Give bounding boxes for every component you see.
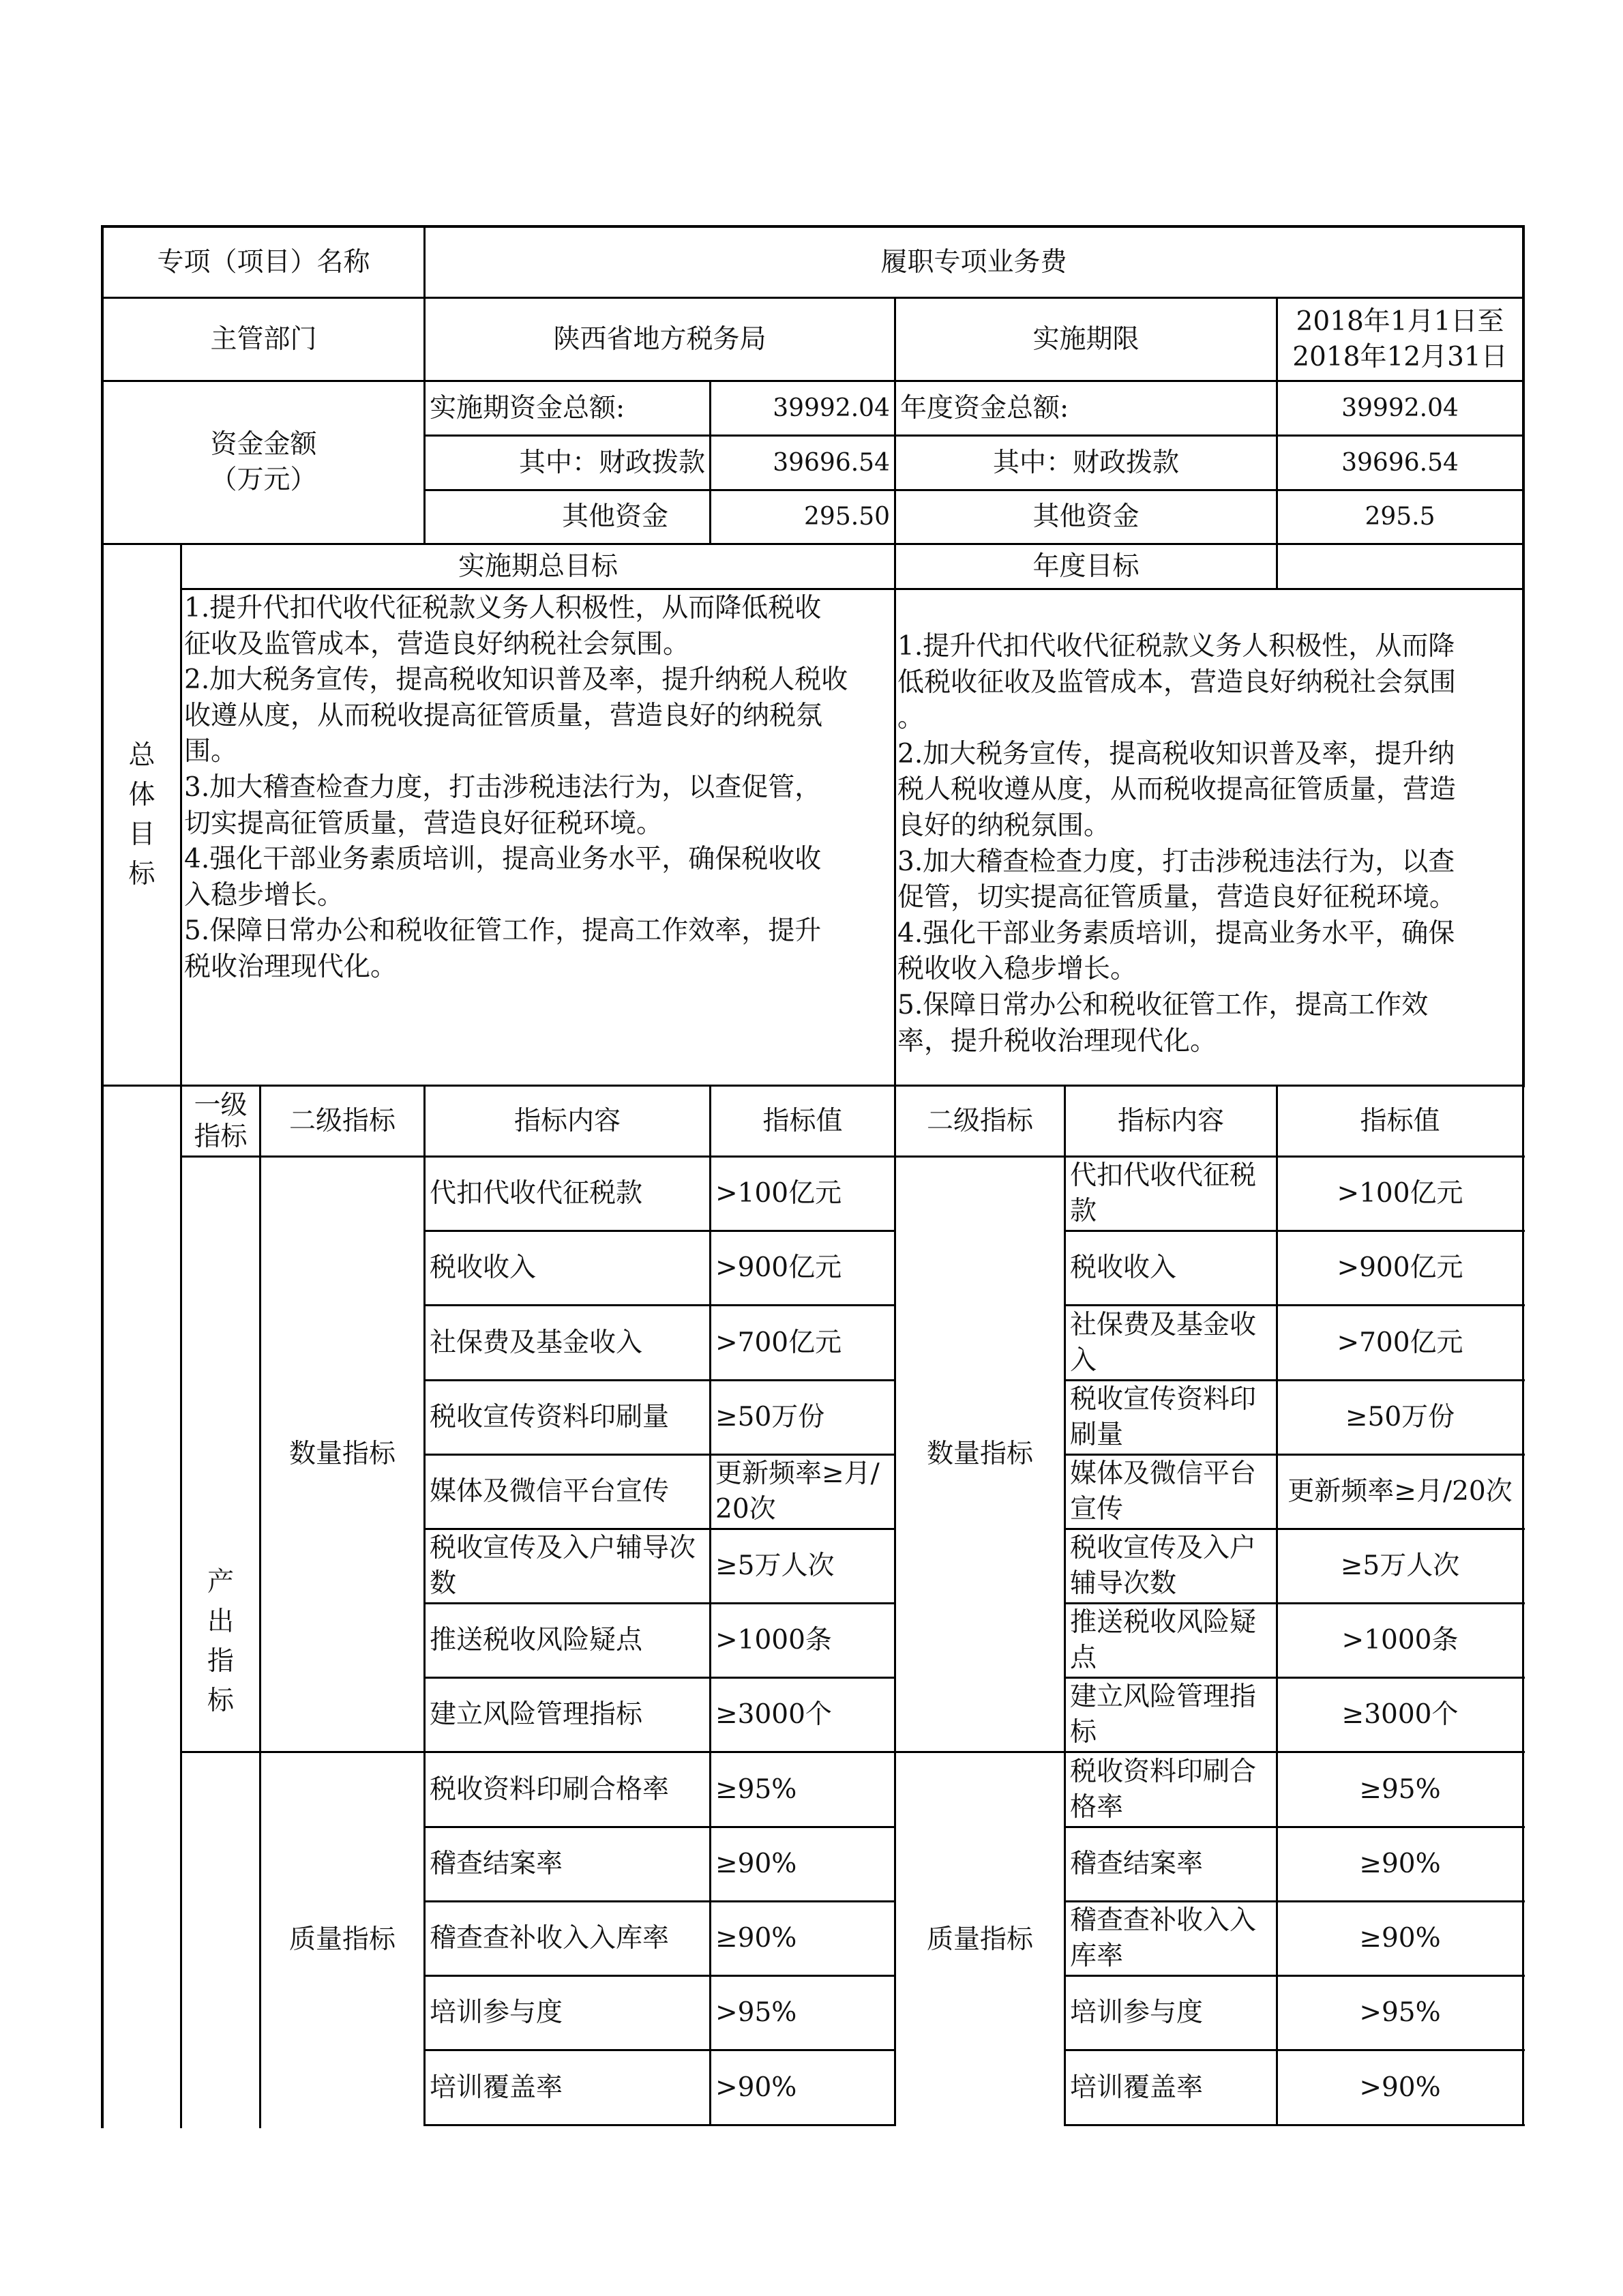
indicator-content: 税收宣传资料印刷量 [430, 1402, 670, 1432]
indicator-content-annual: 建立风险管理指标 [1070, 1681, 1257, 1748]
indicator-content: 税收资料印刷合格率 [430, 1773, 670, 1805]
indicator-content: 培训覆盖率 [430, 2072, 563, 2103]
total-funds-label: 实施期资金总额: [430, 392, 625, 424]
indicator-value-annual: ≥3000个 [1341, 1699, 1459, 1730]
indicator-value-annual: 更新频率≥月/20次 [1287, 1476, 1513, 1507]
indicator-content-annual: 税收宣传资料印刷量 [1070, 1384, 1257, 1450]
indicator-value-annual: ≥90% [1359, 1923, 1441, 1954]
indicator-content-annual: 稽查查补收入入库率 [1070, 1905, 1257, 1971]
quantity-indicator-label: 数量指标 [288, 1439, 396, 1469]
indicator-value: >900亿元 [715, 1252, 842, 1283]
indicator-content-annual: 推送税收风险疑点 [1070, 1607, 1257, 1673]
col-content-annual: 指标内容 [1117, 1105, 1224, 1136]
indicator-value-annual: >700亿元 [1337, 1327, 1463, 1358]
indicator-value: >95% [715, 1997, 797, 2028]
period-label: 实施期限 [1032, 323, 1140, 355]
dept-label: 主管部门 [210, 323, 317, 355]
funds-label [104, 382, 423, 543]
period-value [1278, 299, 1522, 380]
goal-line: 3.加大稽查检查力度，打击涉税违法行为，以查 [897, 846, 1455, 877]
annual-total-funds-value: 39992.04 [1341, 394, 1459, 422]
project-name-label: 专项（项目）名称 [157, 246, 370, 278]
indicator-content-annual: 代扣代收代征税款 [1070, 1160, 1257, 1226]
output-label-char: 标 [207, 1686, 234, 1716]
quality-indicator-label: 质量指标 [288, 1924, 396, 1955]
indicator-content-annual: 税收收入 [1070, 1252, 1177, 1283]
goal-line: 切实提高征管质量，营造良好征税环境。 [184, 808, 664, 839]
period-goal-title: 实施期总目标 [458, 550, 618, 582]
indicator-content-annual: 媒体及微信平台宣传 [1070, 1458, 1257, 1525]
indicator-value: ≥90% [715, 1923, 797, 1954]
indicator-content: 媒体及微信平台宣传 [430, 1476, 670, 1507]
col-level1-line: 指标 [194, 1121, 248, 1152]
col-divider [1522, 1085, 1524, 2126]
col-level1 [182, 1087, 259, 1156]
goal-line: 5.保障日常办公和税收征管工作，提高工作效率，提升 [184, 915, 822, 947]
indicator-value: ≥3000个 [715, 1699, 832, 1730]
goal-line: 2.加大税务宣传，提高税收知识普及率，提升纳税人税收 [184, 664, 848, 696]
indicator-content: 稽查查补收入入库率 [430, 1923, 670, 1954]
row-divider [180, 588, 1525, 590]
row-divider [423, 2124, 894, 2126]
goal-line: 税收治理现代化。 [184, 951, 398, 982]
goal-line: 2.加大税务宣传，提高税收知识普及率，提升纳 [897, 738, 1455, 769]
indicator-content-annual: 培训参与度 [1070, 1997, 1204, 2028]
indicator-value-annual: ≥90% [1359, 1849, 1441, 1879]
indicator-content-annual: 稽查结案率 [1070, 1849, 1204, 1879]
annual-other-funds-label: 其他资金 [1032, 501, 1140, 532]
indicator-value: >700亿元 [715, 1327, 842, 1358]
goal-line: 征收及监管成本，营造良好纳税社会氛围。 [184, 628, 690, 660]
indicator-value-annual: ≥50万份 [1345, 1402, 1455, 1432]
fiscal-funds-value: 39696.54 [773, 448, 890, 477]
goal-line: 低税收征收及监管成本，营造良好纳税社会氛围 [897, 666, 1457, 698]
other-funds-label: 其他资金 [561, 501, 668, 532]
indicator-value-annual: ≥5万人次 [1340, 1550, 1460, 1581]
goal-line: 收遵从度，从而税收提高征管质量，营造良好的纳税氛 [184, 700, 823, 731]
indicator-value-annual: >100亿元 [1337, 1178, 1463, 1209]
overall-goal-label [104, 545, 180, 1085]
goal-line: 税人税收遵从度，从而税收提高征管质量，营造 [897, 774, 1457, 806]
indicator-value: ≥95% [715, 1773, 797, 1805]
indicator-content: 税收宣传及入户辅导次数 [430, 1533, 696, 1599]
col-value: 指标值 [762, 1105, 843, 1136]
indicator-value-annual: ≥95% [1359, 1773, 1441, 1805]
indicator-value: >1000条 [715, 1625, 832, 1655]
goal-line: 5.保障日常办公和税收征管工作，提高工作效 [897, 989, 1429, 1020]
goal-line: 1.提升代扣代收代征税款义务人积极性，从而降低税收 [184, 593, 822, 623]
other-funds-value: 295.50 [804, 503, 890, 531]
indicator-content-annual: 培训覆盖率 [1070, 2072, 1204, 2103]
row-divider [1064, 2124, 1525, 2126]
indicator-value-annual: >900亿元 [1337, 1252, 1463, 1283]
funds-label-unit: （万元） [210, 465, 317, 495]
goal-line: 率，提升税收治理现代化。 [897, 1025, 1217, 1057]
col-content: 指标内容 [513, 1105, 621, 1136]
total-funds-value: 39992.04 [773, 394, 890, 422]
indicator-value: >100亿元 [715, 1178, 842, 1209]
indicator-content: 建立风险管理指标 [430, 1699, 643, 1730]
project-name: 履职专项业务费 [880, 246, 1067, 278]
overall-goal-char: 目 [128, 819, 155, 850]
quantity-indicator-label-annual: 数量指标 [926, 1439, 1033, 1469]
goal-line: 1.提升代扣代收代征税款义务人积极性，从而降 [897, 631, 1455, 662]
annual-fiscal-funds-label: 其中：财政拨款 [992, 447, 1179, 478]
overall-goal-char: 标 [128, 858, 155, 889]
output-label-char: 指 [207, 1646, 234, 1677]
period-goal-text [184, 591, 893, 986]
output-label-char: 产 [207, 1567, 234, 1598]
indicator-value: 更新频率≥月/20次 [715, 1458, 880, 1525]
funds-label-main: 资金金额 [210, 429, 317, 460]
table-border [1522, 225, 1525, 1087]
indicator-content: 税收收入 [430, 1252, 537, 1283]
indicator-content: 代扣代收代征税款 [430, 1178, 643, 1209]
overall-goal-char: 总 [128, 739, 155, 771]
goal-line: 入稳步增长。 [184, 879, 344, 911]
annual-total-funds-label: 年度资金总额: [900, 392, 1069, 424]
indicator-value: ≥90% [715, 1849, 797, 1879]
output-label-char: 出 [207, 1606, 234, 1637]
indicator-value-annual: >1000条 [1341, 1625, 1459, 1655]
indicator-content: 培训参与度 [430, 1997, 563, 2028]
goal-line: 3.加大稽查检查力度，打击涉税违法行为，以查促管， [184, 771, 822, 803]
indicator-value-annual: >95% [1359, 1997, 1441, 2028]
indicator-value: ≥5万人次 [715, 1550, 835, 1581]
period-start: 2018年1月1日至 [1296, 306, 1504, 337]
col-level2: 二级指标 [288, 1105, 396, 1136]
col-value-annual: 指标值 [1360, 1105, 1440, 1136]
dept-value: 陕西省地方税务局 [553, 323, 766, 355]
indicator-content-annual: 税收宣传及入户辅导次数 [1070, 1533, 1257, 1599]
annual-fiscal-funds-value: 39696.54 [1341, 448, 1459, 477]
col-level2-annual: 二级指标 [926, 1105, 1033, 1136]
indicator-value-annual: >90% [1359, 2072, 1441, 2103]
indicator-content: 稽查结案率 [430, 1849, 563, 1879]
annual-goal-title: 年度目标 [1032, 550, 1140, 582]
fiscal-funds-label: 其中：财政拨款 [518, 447, 705, 478]
annual-other-funds-value: 295.5 [1365, 503, 1435, 531]
indicator-content-annual: 税收资料印刷合格率 [1070, 1756, 1257, 1823]
indicator-content-annual: 社保费及基金收入 [1070, 1309, 1257, 1376]
goal-line: 围。 [184, 736, 238, 767]
goal-line: 4.强化干部业务素质培训，提高业务水平，确保 [897, 917, 1455, 949]
output-indicator-label [182, 1158, 259, 2126]
period-end: 2018年12月31日 [1292, 341, 1508, 372]
indicator-value: >90% [715, 2072, 797, 2103]
indicator-content: 社保费及基金收入 [430, 1327, 643, 1358]
overall-goal-char: 体 [128, 779, 155, 810]
col-level1-line: 一级 [194, 1089, 248, 1121]
goal-line: 促管，切实提高征管质量，营造良好征税环境。 [897, 882, 1457, 913]
goal-line: 税收收入稳步增长。 [897, 954, 1137, 985]
goal-line: 良好的纳税氛围。 [897, 810, 1111, 841]
indicator-content: 推送税收风险疑点 [430, 1625, 643, 1655]
annual-goal-text [897, 629, 1522, 1059]
quality-indicator-label-annual: 质量指标 [926, 1924, 1033, 1955]
goal-line: 4.强化干部业务素质培训，提高业务水平，确保税收收 [184, 844, 822, 875]
goal-line: 。 [897, 703, 925, 734]
indicator-value: ≥50万份 [715, 1402, 825, 1432]
